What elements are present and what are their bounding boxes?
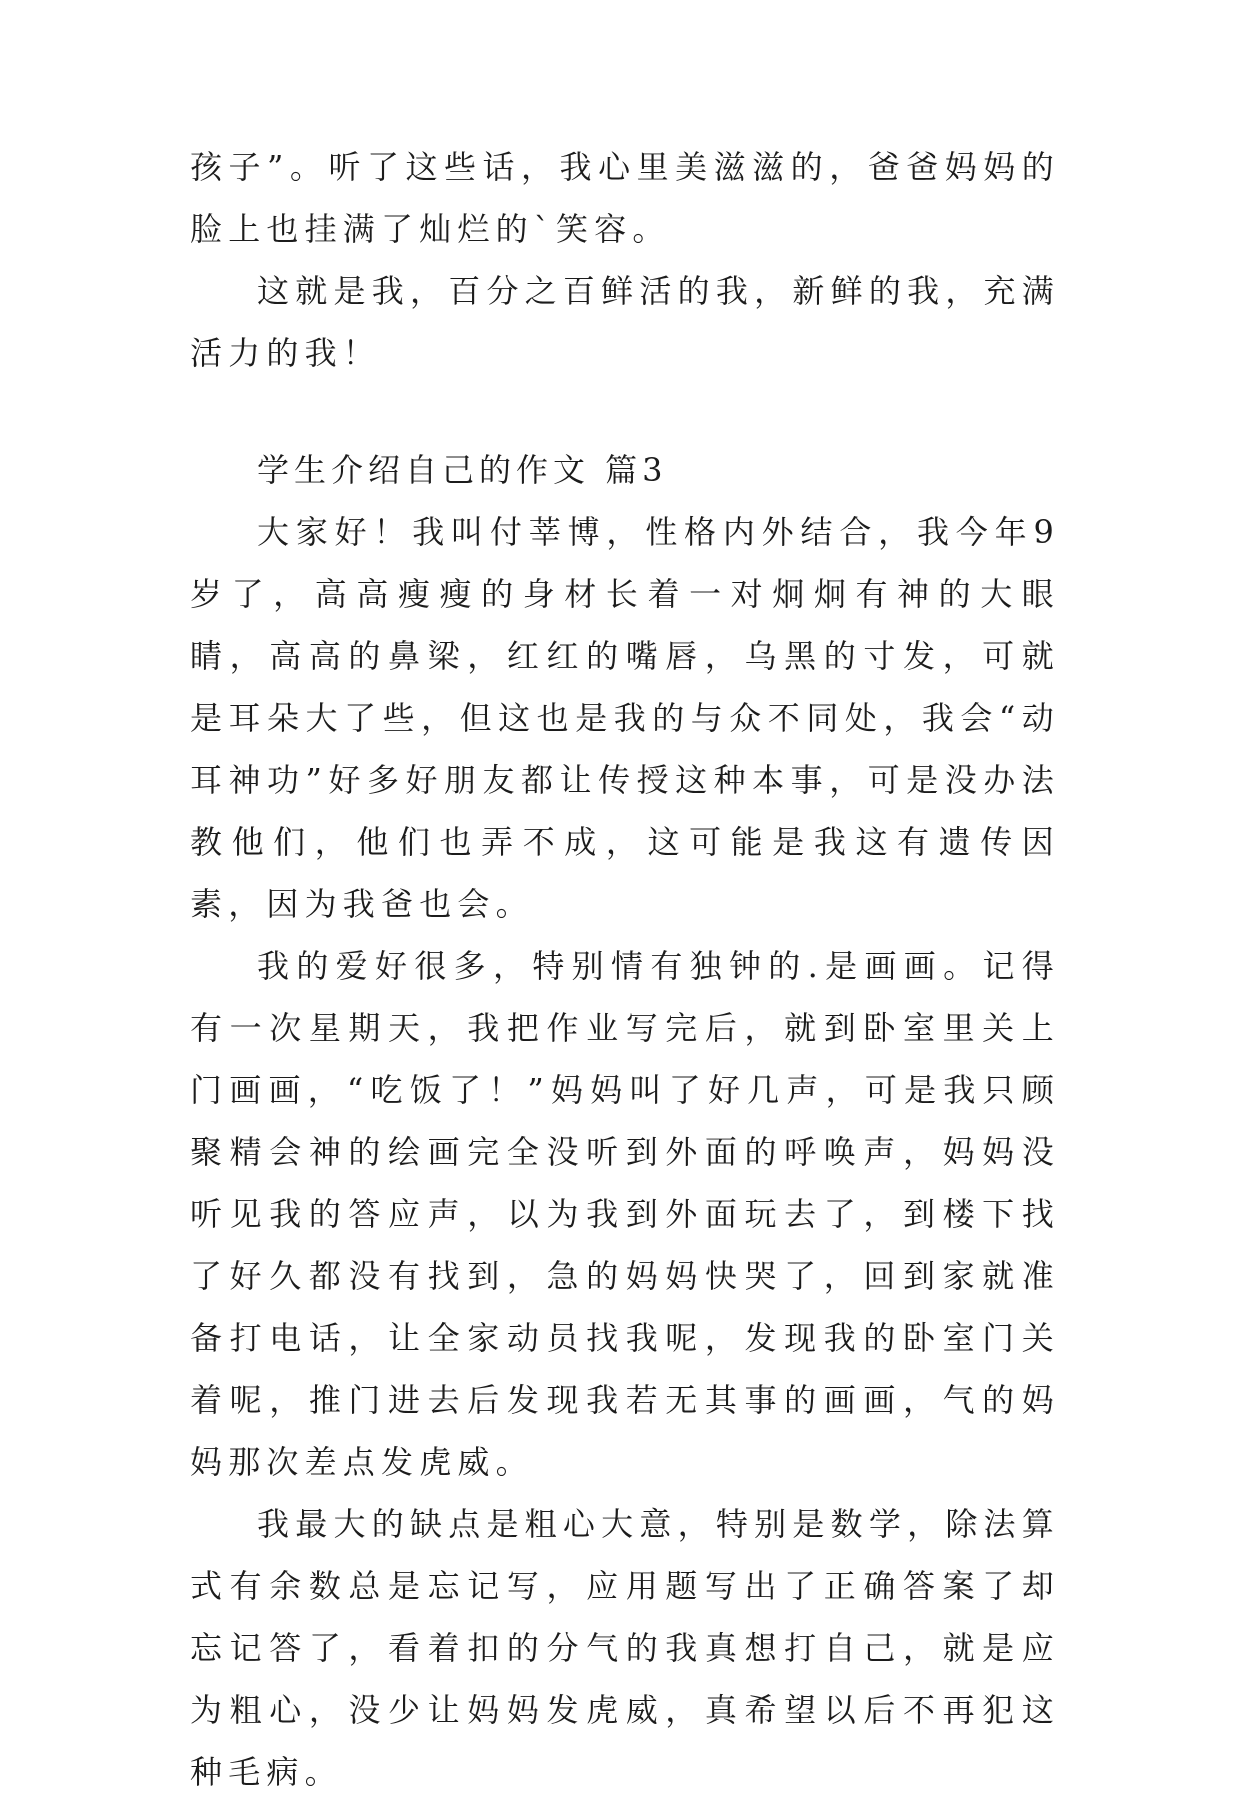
section-heading: 学生介绍自己的作文 篇3 [257,451,668,489]
paragraph-intro: 大家好！我叫付莘博，性格内外结合，我今年9岁了，高高瘦瘦的身材长着一对炯炯有神的大眼睛，高高的鼻梁，红红的嘴唇，乌黑的寸发，可就是耳朵大了些，但这也是我的与众不同处，我会“动耳神功”好多好朋友都让传授这种本事，可是没办法教他们，他们也弄不成，这可能是我这有遗传因素，因为我爸也会。 [190,513,1060,923]
continued-text [190,136,1060,384]
paragraph-hobby: 我的爱好很多，特别情有独钟的.是画画。记得有一次星期天，我把作业写完后，就到卧室里关上门画画，“吃饭了！”妈妈叫了好几声，可是我只顾聚精会神的绘画完全没听到外面的呼唤声，妈妈没听见我的答应声，以为我到外面玩去了，到楼下找了好久都没有找到，急的妈妈快哭了，回到家就准备打电话，让全家动员找我呢，发现我的卧室门关着呢，推门进去后发现我若无其事的画画，气的妈妈那次差点发虎威。 [190,947,1060,1481]
paragraph-weakness: 我最大的缺点是粗心大意，特别是数学，除法算式有余数总是忘记写，应用题写出了正确答案了却忘记答了，看着扣的分气的我真想打自己，就是应为粗心，没少让妈妈发虎威，真希望以后不再犯这种毛病。 [190,1505,1060,1791]
section-3 [190,439,1060,1803]
paragraph-continued-1: 孩子”。听了这些话，我心里美滋滋的，爸爸妈妈的脸上也挂满了灿烂的`笑容。 [190,148,1060,248]
paragraph-continued-2: 这就是我，百分之百鲜活的我，新鲜的我，充满活力的我！ [190,272,1060,372]
